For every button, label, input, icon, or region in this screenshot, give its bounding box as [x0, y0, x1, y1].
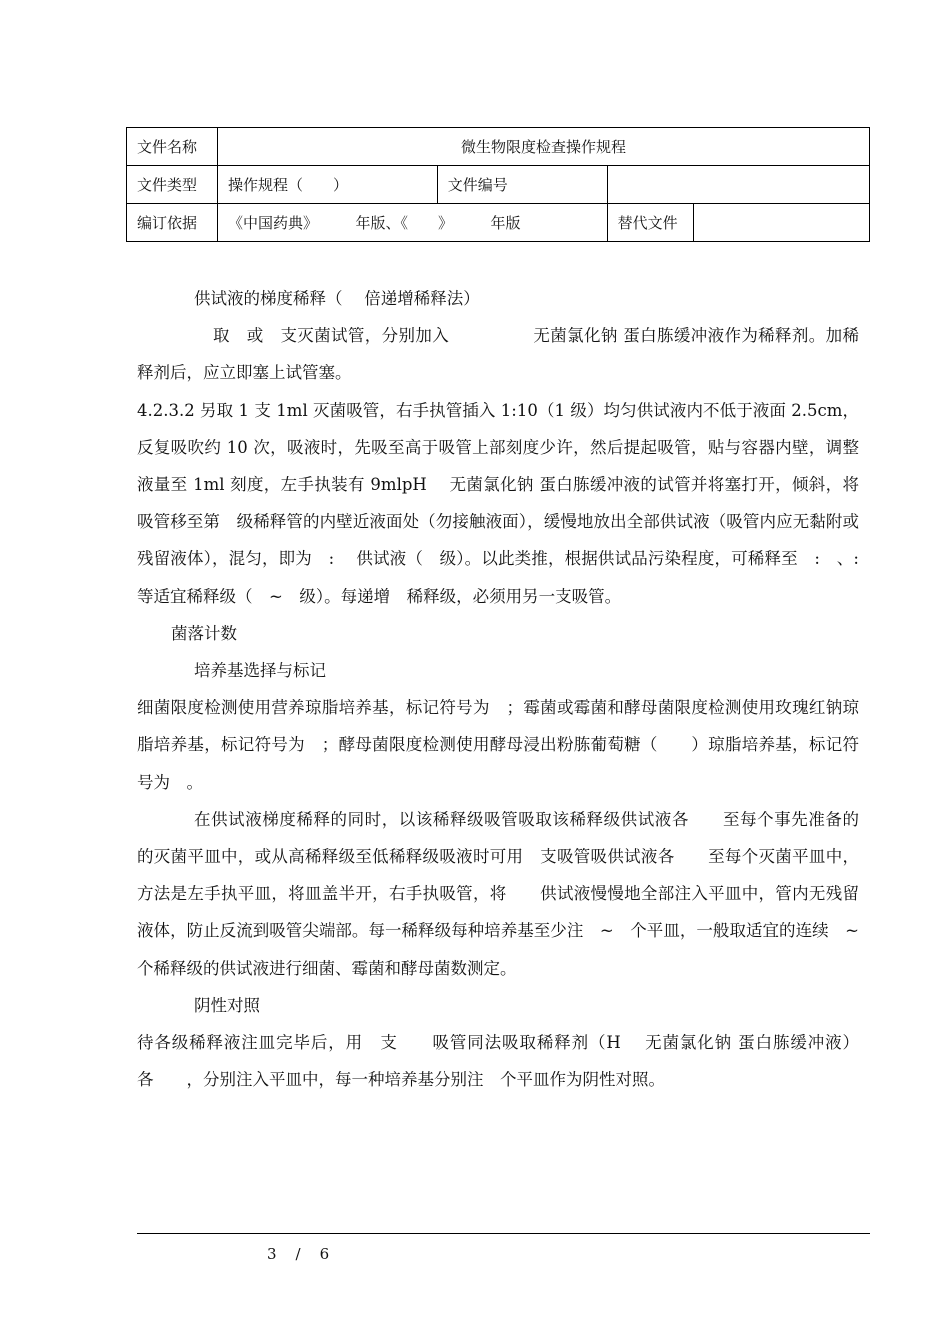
header-row-basis: [127, 204, 870, 242]
page-number: 3 / 6: [250, 1245, 349, 1263]
doc-type-value: 操作规程（ ）: [217, 166, 437, 204]
section-heading-dilution: 供试液的梯度稀释（ 倍递增稀释法）: [194, 289, 480, 308]
document-body: [137, 280, 909, 1098]
section-heading-medium: 培养基选择与标记: [194, 661, 326, 681]
document-header-table: [126, 127, 870, 242]
doc-type-label: 文件类型: [127, 166, 218, 204]
section-heading-colony-count: 菌落计数: [171, 623, 237, 643]
section-heading-negative-control: 阴性对照: [194, 995, 260, 1015]
doc-replace-value: [693, 204, 869, 242]
doc-name-value: 微生物限度检查操作规程: [217, 128, 869, 166]
doc-number-label: 文件编号: [437, 166, 607, 204]
header-row-name: [127, 128, 870, 166]
doc-basis-value: 《中国药典》 年版、《 》 年版: [217, 204, 607, 242]
header-row-type: [127, 166, 870, 204]
paragraph-plating: 在供试液梯度稀释的同时，以该稀释级吸管吸取该稀释级供试液各 至每个事先准备的 的灭菌平皿中，或从高稀释级至低稀释级吸液时可用 支吸管吸供试液各 至每个灭菌平皿中，方法是左手执平皿，将皿盖半开，右手执吸管，将 供试液慢慢地全部注入平皿中，管内无残留液体，防止反流到吸管尖端部。每一稀释级每种培养基至少注 ~ 个平皿，一般取适宜的连续 ~ 个稀释级的供试液进行细菌、霉菌和酵母菌数测定。: [137, 809, 909, 978]
doc-replace-label: 替代文件: [607, 204, 693, 242]
doc-basis-label: 编订依据: [127, 204, 218, 242]
paragraph-4-2-3-2: 4.2.3.2 另取 1 支 1ml 灭菌吸管，右手执管插入 1:10（1 级）均匀供试液内不低于液面 2.5cm，反复吸吹约 10 次，吸液时，先吸至高于吸管上部刻度少许，然后提起吸管，贴与容器内壁，调整液量至 1ml 刻度，左手执装有 9mlpH 无菌氯化钠 蛋白胨缓冲液的试管并将塞打开，倾斜，将吸管移至第 级稀释管的内壁近液面处（勿接触液面），缓慢地放出全部供试液（吸管内应无黏附或残留液体），混匀，即为 : 供试液（ 级）。以此类推，根据供试品污染程度，可稀释至 : 、: 等适宜稀释级（ ~ 级）。每递增 稀释级，必须用另一支吸管。: [137, 400, 881, 606]
doc-name-label: 文件名称: [127, 128, 218, 166]
paragraph-dilution-prep: 取 或 支灭菌试管，分别加入 无菌氯化钠 蛋白胨缓冲液作为稀释剂。加稀释剂后，应立即塞上试管塞。: [137, 326, 859, 383]
paragraph-negative-control: 待各级稀释液注皿完毕后，用 支 吸管同法吸取稀释剂（H 无菌氯化钠 蛋白胨缓冲液）各 ，分别注入平皿中，每一种培养基分别注 个平皿作为阴性对照。: [137, 1033, 859, 1090]
doc-number-value: [607, 166, 869, 204]
footer-rule: [137, 1233, 870, 1234]
paragraph-medium: 细菌限度检测使用营养琼脂培养基，标记符号为 ；霉菌或霉菌和酵母菌限度检测使用玫瑰红钠琼脂培养基，标记符号为 ；酵母菌限度检测使用酵母浸出粉胨葡萄糖（ ）琼脂培养基，标记符号为 。: [137, 698, 859, 792]
